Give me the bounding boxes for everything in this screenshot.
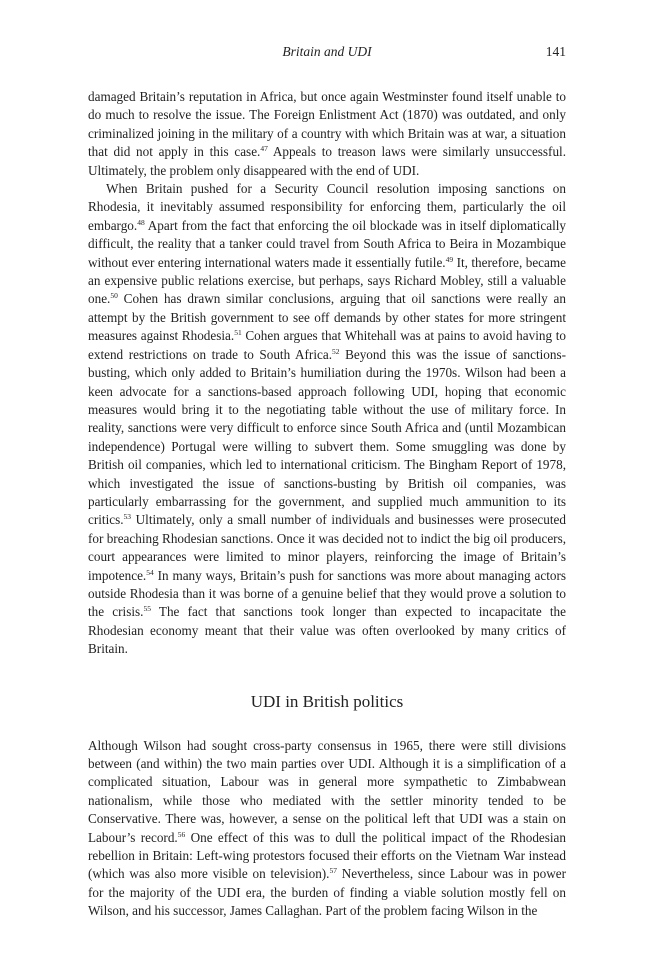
page-number: 141	[545, 44, 566, 59]
text-run: Ultimately, only a small number of individuals and businesses were prosecuted for breaching Rhodesian sanctions. Once it was decided not to indict the big oil producers, court appearances were limited to minor players, reinforcing the image of Britain’s impotence.	[88, 512, 566, 583]
footnote-marker[interactable]: 47	[260, 144, 268, 154]
footnote-marker[interactable]: 55	[143, 604, 151, 614]
text-run: Cohen argues that Whitehall was at pains to avoid having to extend restrictions on trade to South Africa.	[88, 328, 566, 362]
paragraph	[88, 180, 566, 659]
running-title: Britain and UDI	[282, 44, 372, 59]
paragraph	[88, 737, 566, 921]
footnote-marker[interactable]: 52	[332, 346, 340, 356]
text-run: Apart from the fact that enforcing the oil blockade was in itself diplomatically difficult, the reality that a tanker could travel from South Africa to Beira in Mozambique without ever entering international waters made it essentially futile.	[88, 217, 566, 270]
text-run: When Britain pushed for a Security Council resolution imposing sanctions on Rhodesia, it inevitably assumed responsibility for enforcing them, particularly the oil embargo.	[88, 181, 566, 233]
running-head	[88, 44, 566, 66]
text-run: Beyond this was the issue of sanctions-busting, which only added to Britain’s humiliation during the 1970s. Wilson had been a keen advocate for a sanctions-based approach following UDI, hoping that economic measures would bring it to the negotiating table without the use of military force. In reality, sanctions were very difficult to enforce since South Africa and (until Mozambican independence) Portugal were willing to subvert them. Some smuggling was done by British oil companies, which led to international criticism. The Bingham Report of 1978, which investigated the issue of sanctions-busting by British oil companies, was particularly embarrassing for the government, and supplied much ammunition to its critics.	[88, 346, 567, 528]
footnote-marker[interactable]: 54	[146, 567, 154, 577]
text-run: Although Wilson had sought cross-party consensus in 1965, there were still divisions between (and within) the two main parties over UDI. Although it is a simplification of a complicated situation, Labour was in general more sympathetic to Zimbabwean nationalism, while those who mediated with the settler minority tended to be Conservative. There was, however, a sense on the political left that UDI was a stain on Labour’s record.	[88, 737, 566, 845]
footnote-marker[interactable]: 57	[329, 866, 337, 876]
footnote-marker[interactable]: 50	[110, 291, 118, 301]
footnote-marker[interactable]: 51	[234, 328, 242, 338]
text-run: In many ways, Britain’s push for sanctions was more about managing actors outside Rhodesia than it was borne of a genuine belief that they would prove a solution to the crisis.	[88, 567, 566, 620]
text-run: damaged Britain’s reputation in Africa, but once again Westminster found itself unable to do much to resolve the issue. The Foreign Enlistment Act (1870) was outdated, and only criminalized joining in the military of a country with which Britain was at war, a situation that did not apply in this case.	[88, 89, 566, 160]
paragraph	[88, 88, 566, 180]
text-run: The fact that sanctions took longer than expected to incapacitate the Rhodesian economy meant that their value was often overlooked by many critics of Britain.	[88, 604, 566, 657]
section-heading: UDI in British politics	[250, 691, 404, 711]
text-run: It, therefore, became an expensive public relations exercise, but perhaps, says Richard Mobley, still a valuable one.	[88, 254, 566, 307]
page-body	[88, 88, 566, 921]
footnote-marker[interactable]: 53	[123, 512, 132, 522]
text-run: Nevertheless, since Labour was in power for the majority of the UDI era, the burden of finding a viable solution mostly fell on Wilson, and his successor, James Callaghan. Part of the problem facing Wilson in the	[88, 866, 566, 919]
footnote-marker[interactable]: 48	[137, 217, 145, 227]
text-run: Cohen has drawn similar conclusions, arguing that oil sanctions were really an attempt by the British government to see off demands by other states for more stringent measures against Rhodesia.	[88, 291, 566, 344]
footnote-marker[interactable]: 49	[445, 254, 454, 264]
footnote-marker[interactable]: 56	[177, 829, 186, 839]
text-run: Appeals to treason laws were similarly unsuccessful. Ultimately, the problem only disappeared with the end of UDI.	[88, 144, 567, 178]
text-run: One effect of this was to dull the political impact of the Rhodesian rebellion in Britain: Left-wing protestors focused their efforts on the Vietnam War instead (which was also more visible on television).	[88, 829, 567, 882]
